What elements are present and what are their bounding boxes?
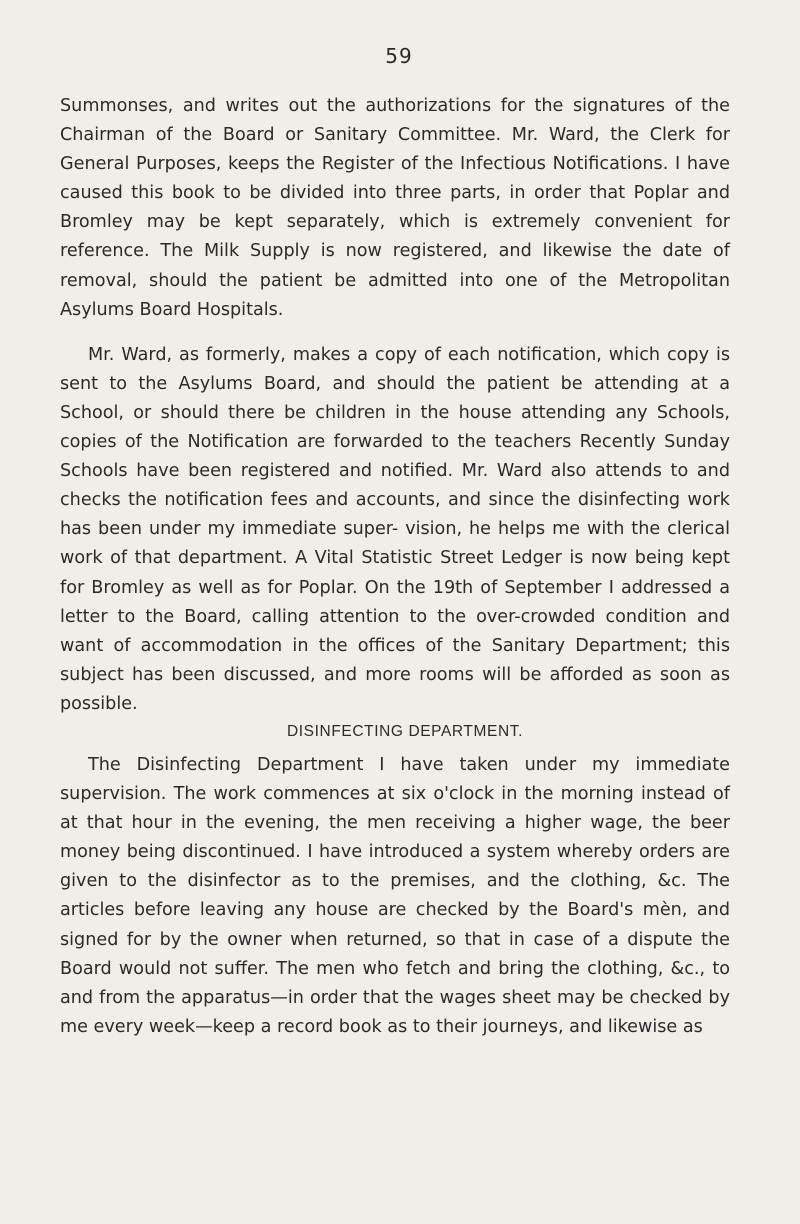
paragraph-disinfecting: The Disinfecting Department I have taken under my immediate supervision. The work commences at six o'clock in the morning instead of at that hour in the evening, the men receiving a higher wage, the beer money being discontinued. I have introduced a system whereby orders are given to the disinfector as to the premises, and the clothing, &c. The articles before leaving any house are checked by the Board's mèn, and signed for by the owner when returned, so that in case of a dispute the Board would not suffer. The men who fetch and bring the clothing, &c., to and from the apparatus—in order that the wages sheet may be checked by me every week—keep a record book as to their journeys, and likewise as — [60, 754, 730, 1037]
section-heading-disinfecting: DISINFECTING DEPARTMENT. — [286, 722, 523, 740]
paragraph-registers: Summonses, and writes out the authorizations for the signatures of the Chairman of the Board or Sanitary Committee. Mr. Ward, the Clerk for General Purposes, keeps the Register of the Infectious Notifications. I have caused this book to be divided into three parts, in order that Poplar and Bromley may be kept separately, which is extremely convenient for reference. The Milk Supply is now registered, and likewise the date of removal, should the patient be admitted into one of the Metropolitan Asylums Board Hospitals. — [60, 96, 730, 320]
paragraph-notifications: Mr. Ward, as formerly, makes a copy of each notification, which copy is sent to the Asylums Board, and should the patient be attending at a School, or should there be children in the house attending any Schools, copies of the Notification are forwarded to the teachers Recently Sunday Schools have been registered and notified. Mr. Ward also attends to and checks the notification fees and accounts, and since the disinfecting work has been under my immediate super- vision, he helps me with the clerical work of that department. A Vital Statistic Street Ledger is now being kept for Bromley as well as for Poplar. On the 19th of September I addressed a letter to the Board, calling attention to the over-crowded condition and want of accommodation in the offices of the Sanitary Department; this subject has been discussed, and more rooms will be afforded as soon as possible. — [60, 344, 730, 714]
page-number: 59 — [385, 44, 413, 68]
document-page — [60, 44, 730, 1042]
